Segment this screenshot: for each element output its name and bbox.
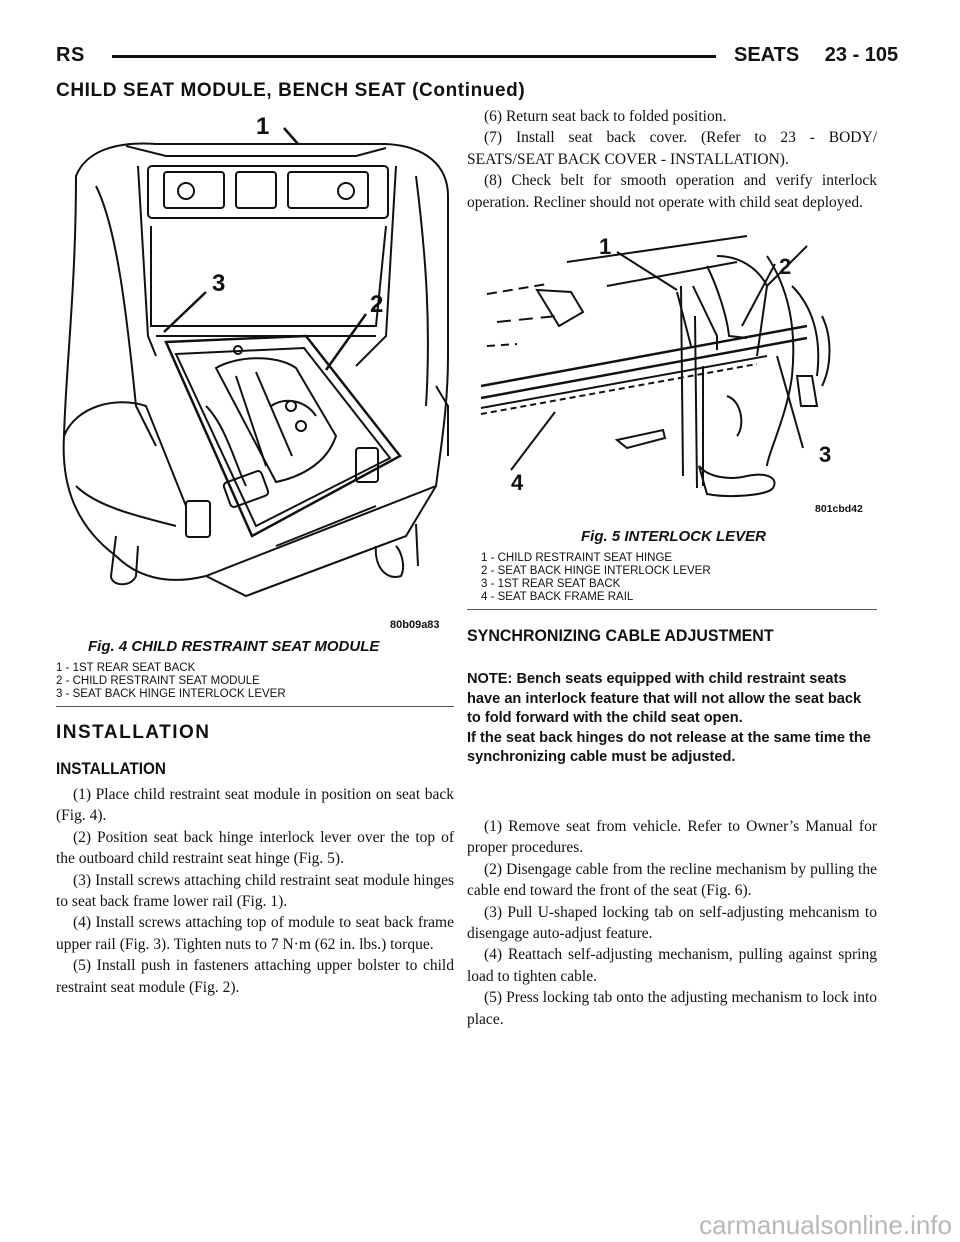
figure-5-callout: 4 — [511, 470, 524, 495]
procedure-step: (8) Check belt for smooth operation and verify interlock operation. Recliner should not operate with child seat deployed. — [467, 172, 877, 211]
legend-item: 2 - CHILD RESTRAINT SEAT MODULE — [56, 675, 260, 687]
continued-title: CHILD SEAT MODULE, BENCH SEAT (Continued) — [56, 80, 526, 101]
note-paragraph: NOTE: Bench seats equipped with child restraint seats have an interlock feature that will not allow the seat back to fold forward with the child seat open. — [467, 671, 862, 727]
figure-4-callout: 2 — [370, 291, 384, 318]
figure-4-illustration — [56, 106, 454, 632]
sync-note — [467, 670, 877, 768]
procedure-step: (4) Reattach self-adjusting mechanism, pulling against spring load to tighten cable. — [467, 946, 877, 985]
header-rule — [112, 55, 716, 58]
figure-4-rule — [56, 706, 454, 707]
legend-item: 3 - SEAT BACK HINGE INTERLOCK LEVER — [56, 688, 286, 700]
subheading-installation: INSTALLATION — [56, 759, 166, 778]
figure-5-rule — [467, 609, 877, 610]
header-page-number: 23 - 105 — [824, 44, 899, 66]
figure-5-callout: 3 — [819, 442, 832, 467]
note-paragraph: If the seat back hinges do not release at the same time the synchronizing cable must be adjusted. — [467, 729, 871, 766]
procedure-step: (7) Install seat back cover. (Refer to 23 - BODY/ SEATS/SEAT BACK COVER - INSTALLATION). — [467, 129, 877, 168]
figure-5-callout: 1 — [599, 234, 612, 259]
figure-4-code: 80b09a83 — [390, 619, 440, 631]
figure-5-caption: Fig. 5 INTERLOCK LEVER — [581, 528, 767, 545]
procedure-step: (1) Place child restraint seat module in position on seat back (Fig. 4). — [56, 786, 454, 825]
sync-steps — [467, 816, 877, 1030]
procedure-step: (2) Disengage cable from the recline mechanism by pulling the cable end toward the front of the seat (Fig. 6). — [467, 860, 877, 900]
procedure-step: (1) Remove seat from vehicle. Refer to Owner’s Manual for proper procedures. — [467, 818, 877, 857]
section-heading-installation: INSTALLATION — [56, 722, 211, 743]
watermark: carmanualsonline.info — [699, 1210, 952, 1240]
procedure-step: (3) Pull U-shaped locking tab on self-adjusting mehcanism to disengage auto-adjust feature. — [467, 903, 877, 943]
figure-5-code: 801cbd42 — [815, 503, 863, 515]
procedure-step: (5) Install push in fasteners attaching upper bolster to child restraint seat module (Fig. 2). — [56, 957, 454, 996]
figure-4-legend — [56, 662, 286, 701]
header-left-code: RS — [56, 44, 85, 66]
legend-item: 4 - SEAT BACK FRAME RAIL — [481, 591, 634, 603]
procedure-step: (3) Install screws attaching child restraint seat module hinges to seat back frame lower rail (Fig. 1). — [56, 871, 454, 911]
legend-item: 1 - 1ST REAR SEAT BACK — [56, 662, 196, 674]
legend-item: 3 - 1ST REAR SEAT BACK — [481, 578, 621, 590]
legend-item: 2 - SEAT BACK HINGE INTERLOCK LEVER — [481, 565, 711, 577]
procedure-step: (4) Install screws attaching top of module to seat back frame upper rail (Fig. 3). Tighten nuts to 7 N·m (62 in. lbs.) torque. — [56, 914, 454, 953]
procedure-step: (2) Position seat back hinge interlock lever over the top of the outboard child restraint seat hinge (Fig. 5). — [56, 828, 454, 868]
installation-steps — [56, 784, 454, 998]
figure-4-caption: Fig. 4 CHILD RESTRAINT SEAT MODULE — [88, 638, 380, 655]
procedure-step: (6) Return seat back to folded position. — [484, 108, 727, 125]
figure-5-illustration — [467, 226, 877, 516]
legend-item: 1 - CHILD RESTRAINT SEAT HINGE — [481, 552, 673, 564]
figure-4-callout: 1 — [256, 113, 270, 140]
installation-steps-continued — [467, 106, 877, 213]
section-heading-sync: SYNCHRONIZING CABLE ADJUSTMENT — [467, 626, 774, 645]
figure-5-legend — [481, 552, 711, 604]
header-section: SEATS — [734, 44, 800, 66]
figure-5-callout: 2 — [779, 254, 792, 279]
figure-4-callout: 3 — [212, 270, 226, 297]
procedure-step: (5) Press locking tab onto the adjusting mechanism to lock into place. — [467, 989, 877, 1028]
header-right — [734, 44, 898, 67]
